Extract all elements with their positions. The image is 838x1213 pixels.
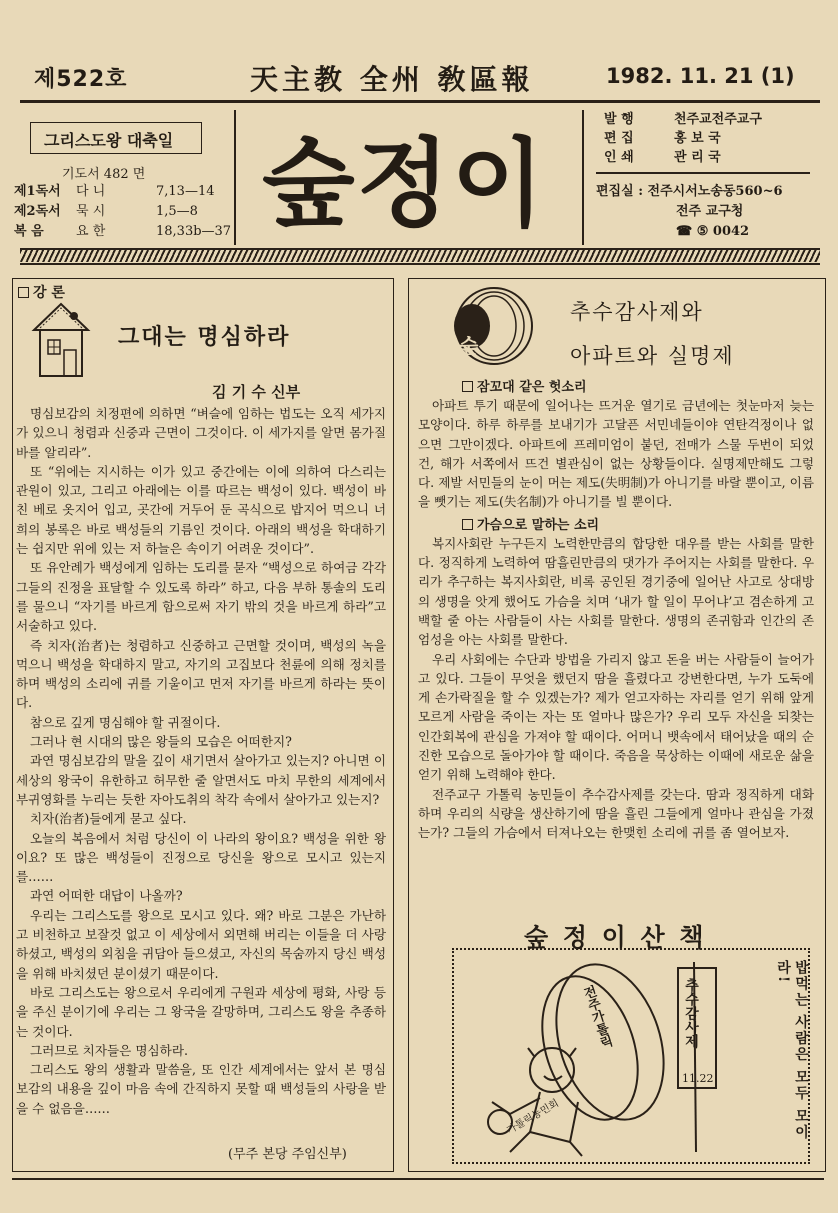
issue-number: 제522호 [34, 67, 128, 92]
editorial-section-label [18, 282, 65, 302]
editorial-paragraph: 과연 어떠한 대답이 나올까? [30, 888, 183, 904]
feature-subheading [418, 514, 814, 533]
cartoon-title: 숲 정 이 산 책 [524, 923, 707, 952]
cartoon-side-text: 밥먹는 사람은 모두 모이라! [775, 960, 809, 1141]
address-label: 편집실 : [596, 184, 643, 199]
editorial-author: 김 기 수 신부 [212, 383, 301, 401]
masthead-title: 숲정이 [262, 128, 547, 240]
editorial-body [16, 404, 386, 1118]
cartoon-banner-date: 11.22 [682, 1072, 714, 1085]
editorial-paragraph: 치자(治者)들에게 묻고 싶다. [30, 811, 187, 827]
feature-paragraph: 복지사회란 누구든지 노력한만큼의 합당한 대우를 받는 사회를 말한다. 정직하게 노력하여 땀흘린만큼의 댓가가 주어지는 사회를 말한다. 우리가 추구하는 복지사회란, 비록 공인된 경기중에 일어난 사고로 상대방의 생명을 앗게 했어도 가슴을 치며 ‘내가 할 일이 무어냐’고 겸손하게 고백할 줄 아는 사람들이 사는 사회를 말한다. 생명의 존귀함과 인간의 존엄성을 아는 사회를 말한다. [418, 535, 814, 648]
editorial-paragraph: 명심보감의 치정편에 의하면 “벼슬에 임하는 법도는 오직 세가지가 있으니 청렴과 신중과 근면이 그것이다. 이 세가지를 알면 몸가질 바를 알리라”. [16, 406, 386, 460]
reading-label: 복 음 [14, 224, 44, 239]
publisher-key: 편 집 [604, 131, 634, 146]
feature-title-line1: 추수감사제와 [570, 300, 704, 324]
section-text: 강 론 [33, 285, 65, 301]
editorial-office [596, 182, 826, 242]
editorial-paragraph: 과연 명심보감의 말을 깊이 새기면서 살아가고 있는지? 아니면 이 세상의 왕국이 유한하고 허무한 줄 알면서도 마치 무한의 세계에서 부귀영화를 누리는 듯한 자아도취의 착각 속에서 살아가고 있는지? [16, 753, 386, 807]
reading-book: 요 한 [76, 224, 106, 239]
prayer-book-ref: 기도서 482 면 [62, 167, 146, 182]
square-bullet-icon [462, 381, 473, 392]
reading-label: 제2독서 [14, 204, 61, 219]
cartoon-drum-text: 전주가톨릭 [579, 984, 614, 1051]
editorial-paragraph: 그리스도 왕의 생활과 말씀을, 또 인간 세계에서는 앞서 본 명심보감의 내용을 깊이 마음 속에 간직하지 못할 때 백성들의 사랑을 받을 수 없음을…… [16, 1062, 386, 1116]
hatched-band [20, 250, 820, 262]
editorial-paragraph: 오늘의 복음에서 처럼 당신이 이 나라의 왕이요? 백성을 위한 왕이요? 또 많은 백성들이 진정으로 당신을 왕으로 모시고 있는지를…… [16, 830, 386, 885]
reading-label: 제1독서 [14, 184, 61, 199]
editorial-signature: (무주 본당 주임신부) [228, 1147, 347, 1162]
reading-ref: 1,5—8 [156, 204, 198, 219]
publisher-row [604, 129, 804, 148]
editorial-paragraph: 그러므로 치자들은 명심하라. [30, 1042, 188, 1058]
reading-book: 다 니 [76, 184, 106, 199]
publisher-value: 천주교전주교구 [674, 112, 762, 127]
square-bullet-icon [18, 287, 29, 298]
header-rule [20, 100, 820, 103]
address-phone: ☎ ⑤ 0042 [676, 224, 750, 239]
subheading-text: 잠꼬대 같은 헛소리 [477, 380, 587, 395]
house-illustration-icon [30, 300, 92, 380]
square-bullet-icon [462, 519, 473, 530]
cartoon-banner-text: 추수감사제 [683, 978, 699, 1048]
publisher-info [604, 110, 804, 167]
band-rule-top [20, 248, 820, 250]
paper-title: 天主教 全州 敎區報 [250, 63, 534, 96]
masthead-divider-left [234, 110, 236, 245]
editorial-paragraph: 또 “위에는 지시하는 이가 있고 중간에는 이에 의하여 다스리는 관원이 있고, 그리고 아래에는 이를 따르는 백성이 있다. 백성이 바친 베로 옷지어 입고, 곳간에 거두어 둔 곡식으로 밥지어 먹으니 너희의 봉록은 바로 백성들의 기름인 것이다. 아래의 백성을 학대하기는 쉽지만 위에 있는 저 하늘은 속이기 어려운 것이다”. [16, 463, 386, 557]
reading-row [14, 202, 234, 222]
band-rule-bottom [20, 263, 820, 265]
feature-paragraph: 아파트 투기 때문에 일어나는 뜨거운 열기로 금년에는 첫눈마저 늦는 모양이다. 하루 하루를 보내기가 고달픈 서민네들이야 연탄걱정이나 없으면 그만이겠다. 아파트에 프레미엄이 붙던, 전매가 스물 두번이 되었건, 해가 서쪽에서 뜨건 별관심이 없는 상황들이다. 실명제만해도 그렇다. 제발 서민들의 눈이 머는 제도(失明制)가 아니기를 바랄 뿐이고, 이름을 뺏기는 제도(失名制)가 아니기를 빌 뿐이다. [418, 398, 814, 510]
issue-date: 1982. 11. 21 (1) [606, 64, 795, 88]
publisher-row [604, 148, 804, 167]
feature-paragraph: 전주교구 가톨릭 농민들이 추수감사제를 갖는다. 땀과 정직하게 대화하며 우리의 식량을 생산하기에 땀을 흘린 그들에게 얼마나 관심을 가졌는가? 그들의 가슴에서 터져나오는 한맺힌 소리에 귀를 좀 열어보자. [418, 786, 814, 841]
feature-subheading [418, 376, 814, 395]
reading-ref: 7,13—14 [156, 184, 215, 199]
subheading-text: 가슴으로 말하는 소리 [477, 517, 600, 533]
publisher-value: 관 리 국 [674, 150, 721, 165]
editorial-paragraph: 또 유안례가 백성에게 임하는 도리를 묻자 “백성으로 하여금 각각 그들의 진정을 표달할 수 있도록 하라” 하고, 다음 부하 통솔의 도리를 물으니 “자기를 바르게 함으로써 자기 밖의 것을 바르게 하라”고 서술하고 있다. [16, 560, 386, 634]
reading-row [14, 222, 234, 242]
editorial-paragraph: 참으로 깊게 명심해야 할 귀절이다. [30, 714, 221, 730]
page-bottom-rule [12, 1178, 824, 1180]
feature-body [418, 374, 814, 843]
feature-title-line2: 아파트와 실명제 [570, 344, 735, 368]
reading-row [14, 182, 234, 202]
readings-list [14, 182, 234, 242]
publisher-key: 발 행 [604, 112, 634, 127]
publisher-key: 인 쇄 [604, 150, 634, 165]
publisher-rule [596, 172, 810, 174]
address-line2: 전주 교구청 [676, 204, 744, 219]
editorial-paragraph: 그러나 현 시대의 많은 왕들의 모습은 어떠한지? [30, 734, 292, 750]
editorial-title: 그대는 명심하라 [118, 325, 291, 350]
cartoon-drum-band: 가톨릭농민회 [505, 1097, 561, 1137]
editorial-paragraph: 바로 그리스도는 왕으로서 우리에게 구원과 세상에 평화, 사랑 등을 주신 분이기에 우리는 그 왕국을 갈망하며, 그리스도 왕을 추종하는 것이다. [16, 984, 386, 1039]
masthead-divider-right [582, 110, 584, 245]
address-line1: 전주시서노송동560~6 [647, 184, 783, 199]
feature-paragraph: 우리 사회에는 수단과 방법을 가리지 않고 돈을 버는 사람들이 늘어가고 있다. 그들이 무엇을 했던지 땀을 흘렸다고 강변한다면, 누가 도둑에게 손가락질을 할 수 있겠는가? 제가 얻고자하는 자리를 얻기 위해 앞게 모르게 사람을 죽이는 자는 또 얼마나 많은가? 우리 모두 자신을 되찾는 인간회복에 관심을 가져야 할 때이다. 어머니 뱃속에서 태어났을 때의 순진한 모습으로 돌아가야 할 때이다. 죽음을 묵상하는 이때에 새로운 삶을 얻기 위해 노력해야 한다. [418, 651, 814, 783]
feature-logo-text: 숲 [459, 334, 479, 358]
reading-ref: 18,33b—37 [156, 224, 232, 239]
publisher-row [604, 110, 804, 129]
editorial-paragraph: 우리는 그리스도를 왕으로 모시고 있다. 왜? 바로 그분은 가난하고 비천하고 보잘것 없고 이 세상에서 외면해 버리는 이들을 더 사랑하셨고, 백성의 외침을 귀담아 들으셨고, 자신의 목숨까지 당신 백성을 위해 바치셨던 분이셨기 때문이다. [16, 907, 386, 981]
editorial-paragraph: 즉 치자(治者)는 청렴하고 신중하고 근면할 것이며, 백성의 녹을 먹으니 백성을 학대하지 말고, 자기의 고집보다 천륜에 의해 정치를 하며 백성의 소리에 귀를 기울이고 먼저 자기를 바르게 하라는 뜻이다. [16, 637, 386, 711]
publisher-value: 홍 보 국 [674, 131, 721, 146]
reading-book: 묵 시 [76, 204, 106, 219]
feast-title: 그리스도왕 대축일 [44, 131, 174, 150]
